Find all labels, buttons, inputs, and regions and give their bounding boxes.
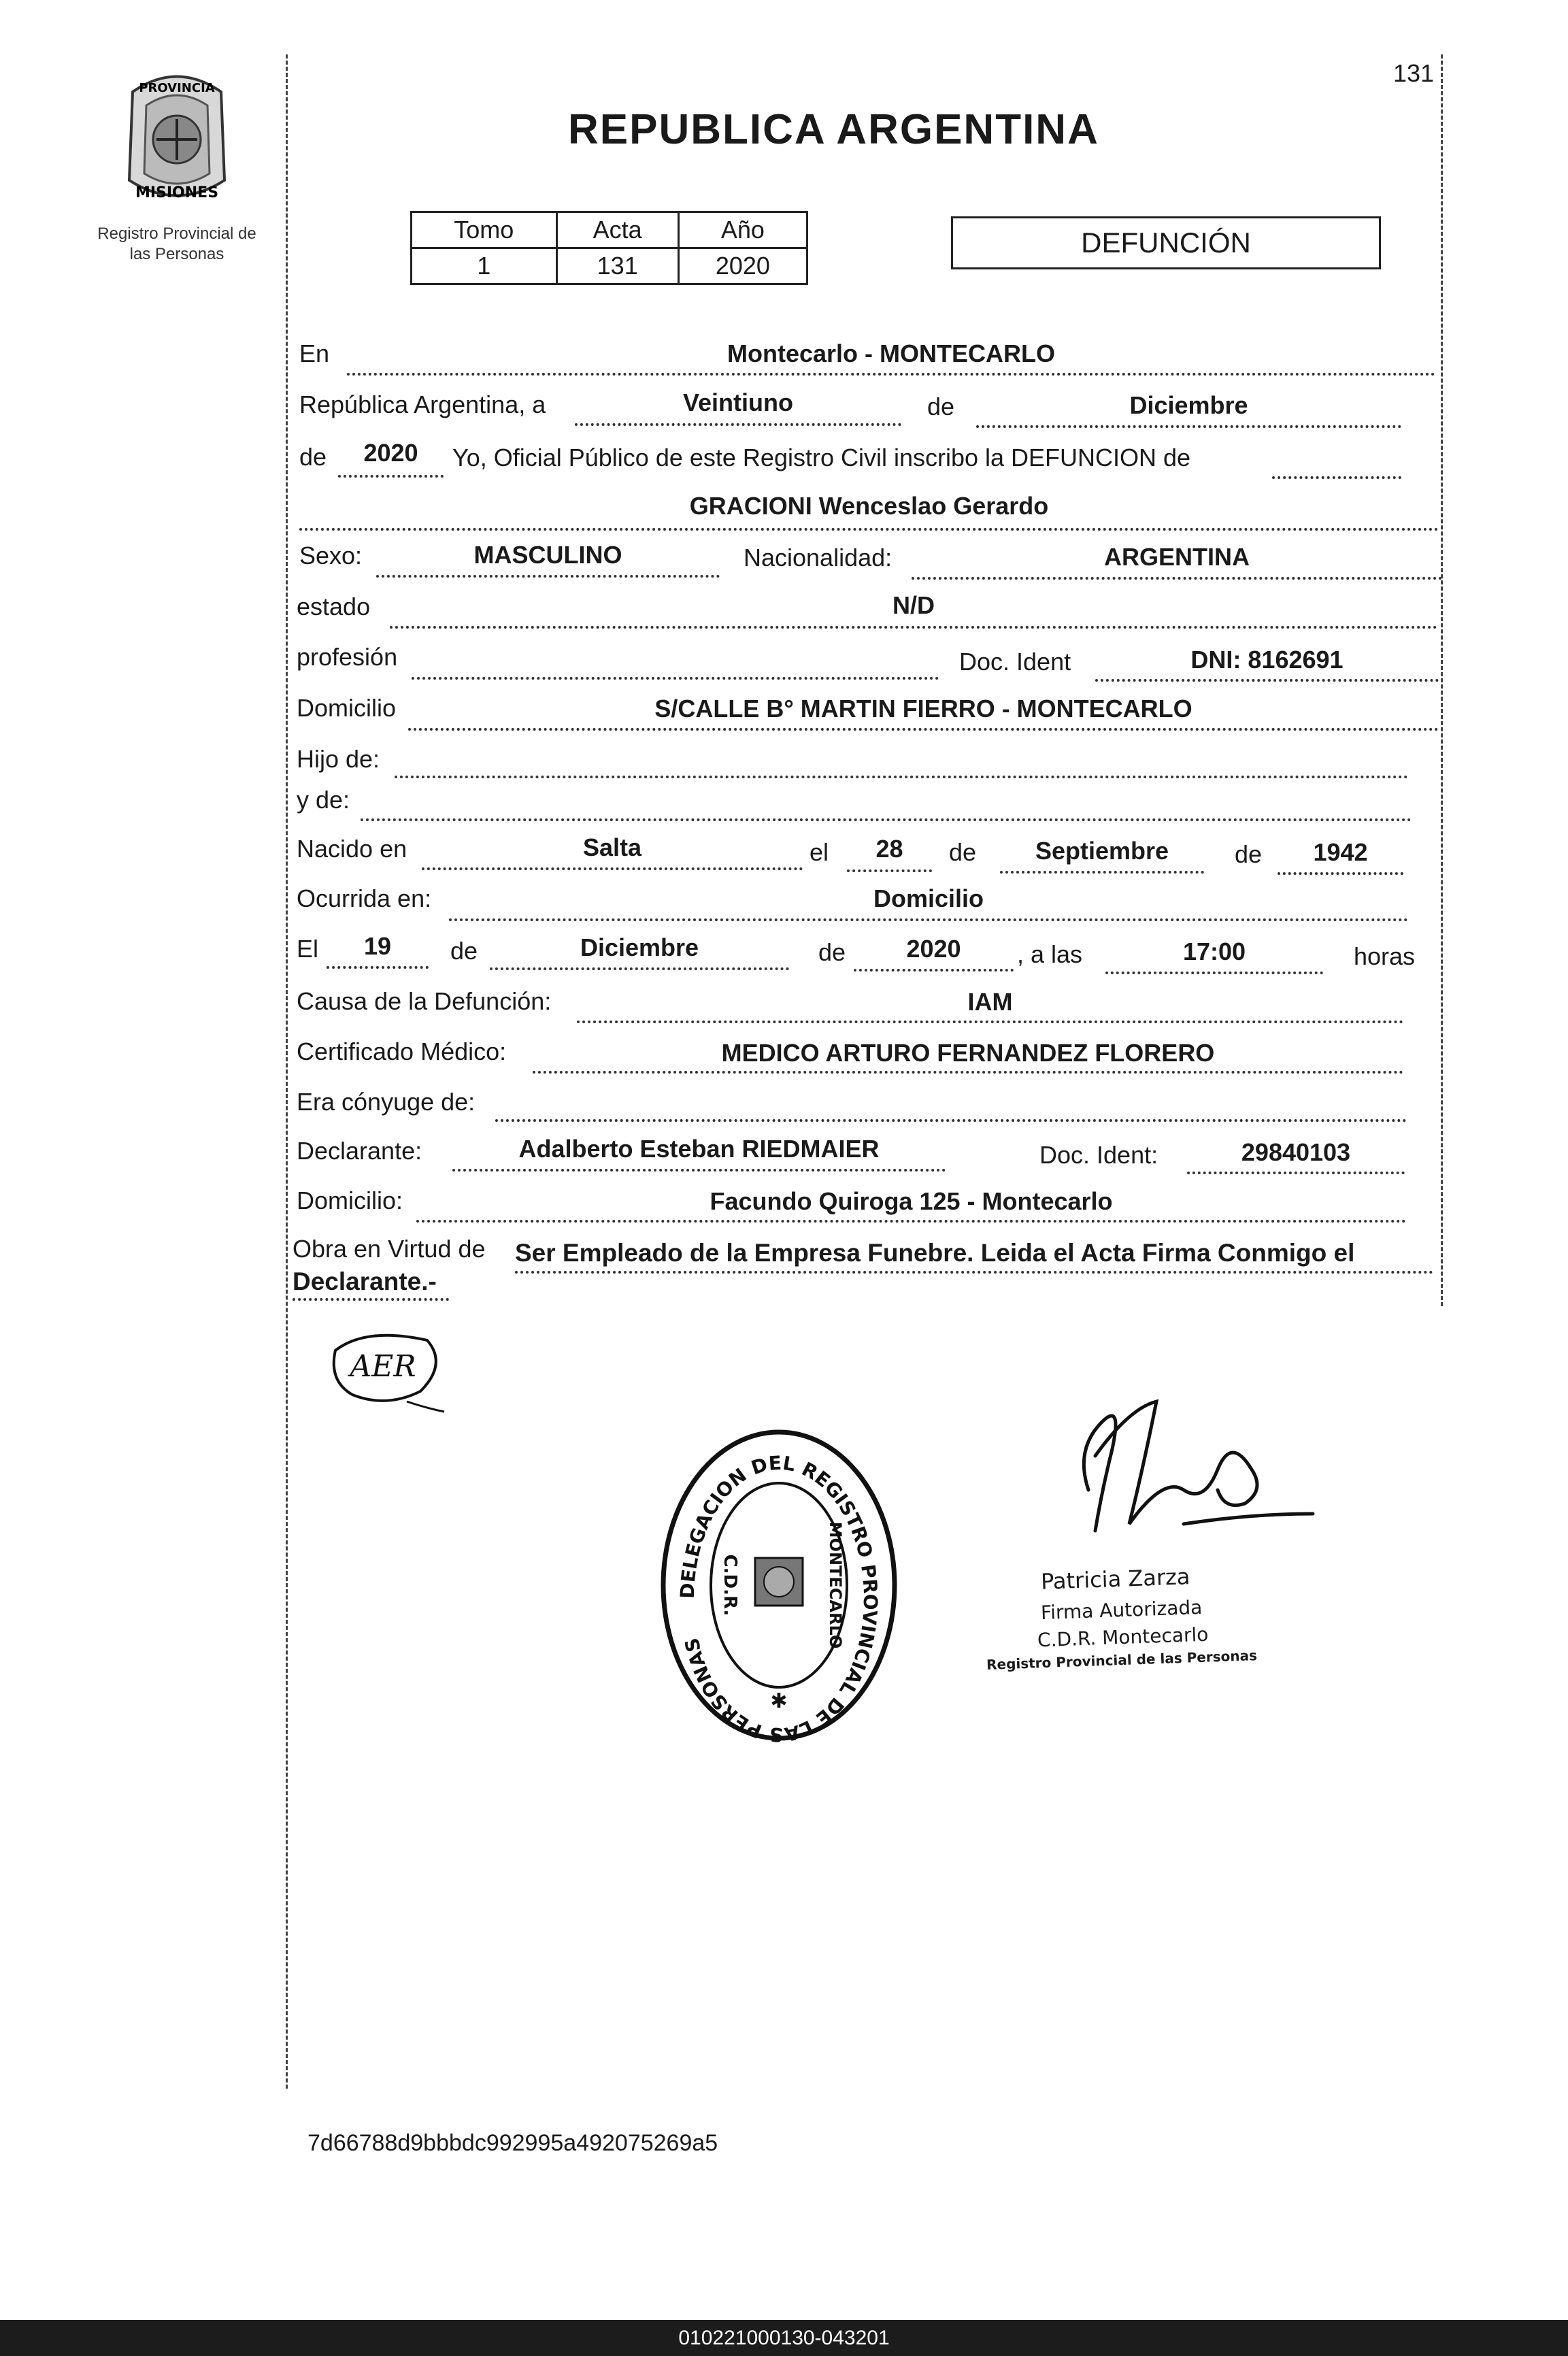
- dotted-line: [299, 528, 1439, 531]
- dotted-line: [452, 1169, 946, 1172]
- en-value: Montecarlo - MONTECARLO: [727, 339, 1055, 367]
- dotted-line: [490, 967, 789, 970]
- signatory-role: Firma Autorizada: [1040, 1595, 1203, 1625]
- domicilio2-value: Facundo Quiroga 125 - Montecarlo: [710, 1187, 1113, 1215]
- doc-ident2-value: 29840103: [1241, 1138, 1351, 1166]
- dotted-line: [327, 966, 429, 969]
- svg-text:✱: ✱: [770, 1690, 788, 1712]
- document-type: DEFUNCIÓN: [1081, 227, 1251, 259]
- signatory-name: Patricia Zarza: [1040, 1563, 1191, 1595]
- en-label: En: [299, 339, 330, 367]
- de-label-5: de: [450, 937, 478, 965]
- dotted-line: [1278, 872, 1403, 875]
- dotted-line: [575, 423, 901, 426]
- table-cell-acta: 131: [556, 248, 678, 284]
- handwritten-signature: [1048, 1374, 1320, 1565]
- dotted-line: [1000, 871, 1204, 874]
- dotted-line: [347, 373, 1435, 376]
- dotted-line: [449, 918, 1408, 921]
- nac-anio: 1942: [1313, 838, 1368, 866]
- svg-text:PROVINCIA: PROVINCIA: [139, 81, 215, 95]
- obra-value-1: Ser Empleado de la Empresa Funebre. Leida el Acta Firma Conmigo el: [515, 1239, 1355, 1267]
- declarante-value: Adalberto Esteban RIEDMAIER: [518, 1135, 880, 1163]
- dia-value: Veintiuno: [683, 388, 793, 416]
- domicilio-value: S/CALLE B° MARTIN FIERRO - MONTECARLO: [654, 695, 1192, 723]
- page-number: 131: [1393, 59, 1435, 87]
- dotted-line: [376, 575, 720, 578]
- dotted-line: [533, 1071, 1403, 1074]
- dotted-line: [1095, 679, 1439, 682]
- def-mes: Diciembre: [580, 933, 699, 961]
- dotted-line: [412, 677, 939, 680]
- nacionalidad-label: Nacionalidad:: [744, 544, 893, 571]
- alas-label: , a las: [1017, 940, 1083, 968]
- dotted-line: [408, 728, 1439, 731]
- de-label-4: de: [1235, 840, 1263, 868]
- signatory-registry: Registro Provincial de las Personas: [986, 1647, 1258, 1673]
- table-header-anio: Año: [678, 212, 807, 248]
- dotted-line: [1187, 1172, 1405, 1174]
- svg-text:AER: AER: [350, 1349, 416, 1384]
- sexo-label: Sexo:: [299, 542, 363, 569]
- dotted-line: [1105, 972, 1323, 974]
- province-logo: [116, 65, 238, 211]
- svg-text:DELEGACION DEL REGISTRO PROVIN: DELEGACION DEL REGISTRO PROVINCIAL DE LAS PERSONAS: [675, 1451, 882, 1746]
- document-type-box: [951, 216, 1381, 269]
- footer-code: 010221000130-043201: [678, 2327, 890, 2349]
- dotted-line: [422, 867, 803, 870]
- certificado-label: Certificado Médico:: [297, 1038, 507, 1065]
- page-title: REPUBLICA ARGENTINA: [568, 106, 1099, 153]
- doc-ident2-label: Doc. Ident:: [1039, 1141, 1158, 1169]
- dotted-line: [577, 1021, 1403, 1023]
- initials-mark: [325, 1323, 448, 1415]
- dotted-line: [495, 1119, 1407, 1122]
- nacido-value: Salta: [582, 833, 642, 861]
- dotted-line: [854, 969, 1014, 972]
- official-stamp: [653, 1422, 905, 1748]
- hora-value: 17:00: [1182, 938, 1246, 965]
- dotted-line: [416, 1220, 1406, 1223]
- hijo-label: Hijo de:: [297, 745, 380, 773]
- de-label-3: de: [949, 838, 977, 866]
- domicilio2-label: Domicilio:: [297, 1187, 403, 1214]
- dotted-line: [515, 1271, 1433, 1274]
- declarante-label: Declarante:: [297, 1137, 422, 1165]
- logo-caption-1: Registro Provincial de: [97, 225, 256, 243]
- nombre-value: GRACIONI Wenceslao Gerardo: [689, 492, 1049, 520]
- dotted-line: [976, 425, 1401, 428]
- right-margin-line: [1441, 54, 1443, 1306]
- def-dia: 19: [363, 932, 392, 960]
- dotted-line: [293, 1298, 449, 1301]
- registry-table: [410, 211, 808, 285]
- de-label-6: de: [818, 938, 846, 966]
- sexo-value: MASCULINO: [473, 541, 622, 569]
- nac-dia: 28: [875, 835, 903, 863]
- de-label-2: de: [299, 443, 327, 471]
- left-margin-line: [286, 54, 288, 2089]
- nacionalidad-value: ARGENTINA: [1104, 543, 1250, 571]
- dotted-line: [1272, 476, 1401, 479]
- conyuge-label: Era cónyuge de:: [297, 1088, 476, 1116]
- certificado-value: MEDICO ARTURO FERNANDEZ FLORERO: [721, 1039, 1215, 1067]
- el2-label: El: [297, 935, 319, 963]
- yde-label: y de:: [297, 786, 350, 814]
- estado-value: N/D: [893, 591, 935, 619]
- doc-ident-value: DNI: 8162691: [1190, 646, 1344, 674]
- dotted-line: [338, 475, 444, 478]
- logo-caption-2: las Personas: [129, 245, 224, 263]
- mes-value: Diciembre: [1129, 391, 1248, 419]
- footer-bar: [0, 2320, 1568, 2356]
- signatory-office: C.D.R. Montecarlo: [1037, 1623, 1209, 1652]
- dotted-line: [361, 818, 1412, 821]
- dotted-line: [390, 626, 1437, 629]
- republica-label: República Argentina, a: [299, 391, 546, 418]
- causa-value: IAM: [967, 988, 1013, 1016]
- ocurrida-value: Domicilio: [873, 884, 984, 912]
- de-label: de: [927, 393, 955, 420]
- domicilio-label: Domicilio: [297, 694, 397, 722]
- horas-label: horas: [1354, 942, 1416, 970]
- table-cell-anio: 2020: [678, 248, 807, 284]
- dotted-line: [912, 577, 1442, 580]
- causa-label: Causa de la Defunción:: [297, 987, 552, 1015]
- nac-mes: Septiembre: [1035, 837, 1169, 865]
- nacido-label: Nacido en: [297, 835, 407, 863]
- estado-label: estado: [297, 593, 371, 620]
- table-header-tomo: Tomo: [412, 212, 557, 248]
- doc-ident-label: Doc. Ident: [959, 648, 1071, 676]
- el-label: el: [810, 838, 829, 866]
- yo-text: Yo, Oficial Público de este Registro Civil inscribo la DEFUNCION de: [452, 444, 1191, 471]
- svg-text:MONTECARLO: MONTECARLO: [826, 1521, 845, 1649]
- def-anio: 2020: [906, 935, 961, 963]
- dotted-line: [847, 869, 932, 872]
- table-cell-tomo: 1: [412, 248, 557, 284]
- profesion-label: profesión: [297, 643, 398, 671]
- table-header-acta: Acta: [556, 212, 678, 248]
- obra-label: Obra en Virtud de: [293, 1235, 486, 1263]
- dotted-line: [395, 776, 1408, 778]
- svg-text:C.D.R.: C.D.R.: [720, 1554, 740, 1616]
- svg-text:MISIONES: MISIONES: [135, 184, 219, 201]
- obra-value-2: Declarante.-: [293, 1267, 437, 1295]
- document-hash: 7d66788d9bbbdc992995a492075269a5: [307, 2130, 718, 2156]
- anio-value: 2020: [363, 439, 418, 467]
- ocurrida-label: Ocurrida en:: [297, 884, 432, 912]
